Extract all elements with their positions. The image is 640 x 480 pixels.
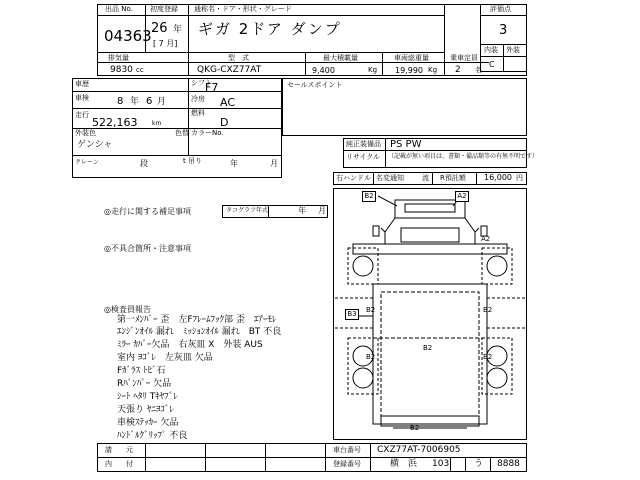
crane-label: クレーン — [75, 159, 99, 166]
steering-value: 右ハンドル — [336, 174, 371, 182]
fuel-label: 燃料 — [191, 109, 205, 117]
damage-code: B2 — [483, 353, 493, 361]
wheel-fl — [353, 256, 373, 276]
capacity-unit: 名 — [475, 66, 482, 74]
damage-code: A2 — [481, 235, 491, 243]
request-label: 請 元 — [105, 446, 133, 454]
inspector-note: ｼｰﾄ ﾍﾀﾘ Tｷﾔﾌﾞﾚ — [117, 392, 178, 402]
first-reg-month: [ 7 月] — [153, 39, 178, 48]
crane-year: 年 — [230, 159, 238, 168]
r-fee-value: 16,000 — [484, 173, 512, 182]
defects-label: ◎不具合箇所・注意事項 — [104, 244, 191, 253]
windshield — [401, 228, 459, 242]
inspector-note: 車検ｽﾃｯｶｰ 欠品 — [117, 418, 179, 428]
inspector-label: ◎検査員報告 — [104, 305, 151, 314]
r-fee-unit: 円 — [516, 174, 523, 182]
r-fee-label: R預託額 — [440, 174, 466, 182]
inspector-note: 第一ﾒﾝﾊﾞｰ 歪 左Fﾌﾚｰﾑﾌｯｸ部 歪 ｴｱｰﾓﾚ — [117, 315, 277, 325]
shift-label: シフト — [191, 79, 212, 87]
inspection-month: 6 — [146, 96, 153, 107]
damage-code: B2 — [423, 344, 433, 352]
name-change-note: 流 — [422, 174, 429, 182]
supplement-label: ◎走行に関する補足事項 — [104, 207, 191, 216]
first-reg-label: 初度登録 — [150, 5, 178, 13]
inspector-note: ｴﾝｼﾞﾝｵｲﾙ 漏れ ﾐｯｼｮﾝｵｲﾙ 漏れ BT 不良 — [117, 327, 282, 337]
color-label: 外装色 — [75, 129, 96, 137]
cab-roof — [405, 204, 455, 212]
recycle-note: （記載が無い項目は、書類・備品類等の有無不明です） — [388, 153, 539, 160]
inspector-note: 天張り ﾔﾆﾖｺﾞﾚ — [117, 405, 174, 415]
inspector-note: 室内 ﾖｺﾞﾚ 左灰皿 欠品 — [117, 353, 213, 363]
chassis-number: CXZ77AT-7006905 — [377, 445, 461, 455]
mirror-left — [373, 226, 379, 236]
first-reg-year: 26 — [151, 21, 168, 36]
max-load-unit: Kg — [368, 66, 378, 74]
equipment-label: 純正装備品 — [346, 140, 381, 148]
wheel-rl2 — [353, 368, 373, 388]
inspection-year: 8 — [117, 96, 124, 107]
damage-code: B2 — [483, 306, 493, 314]
reg-label: 登録番号 — [333, 460, 361, 468]
mileage-unit: km — [152, 120, 162, 127]
wheel-rr2 — [487, 368, 507, 388]
color-value: ゲンシャ — [77, 140, 113, 150]
model-label: 型 式 — [228, 54, 249, 62]
max-load-value: 9,400 — [312, 66, 335, 75]
internal-label: 内 付 — [105, 460, 133, 468]
ac-label: 冷房 — [191, 95, 205, 103]
fuel-value: D — [220, 116, 229, 129]
displacement-value: 9830 — [110, 65, 133, 75]
capacity-label: 乗車定員 — [450, 54, 478, 62]
tacho-year: 年 — [298, 206, 306, 215]
displacement-unit: cc — [136, 66, 144, 74]
lot-number: 04363 — [104, 27, 152, 45]
mileage-label: 走行 — [75, 111, 89, 119]
interior-label: 内装 — [484, 46, 498, 54]
vehicle-type-label: 車歴 — [75, 80, 89, 88]
capacity-value: 2 — [455, 65, 461, 75]
exterior-label: 外装 — [506, 46, 520, 54]
crane-stage: 段 — [140, 159, 148, 168]
damage-code: B2 — [366, 306, 376, 314]
damage-code: B2 — [362, 191, 376, 202]
tacho-month: 月 — [318, 206, 326, 215]
rating-value: 3 — [499, 23, 508, 38]
reg-kana: う — [474, 459, 484, 469]
recycle-label: リサイクル — [346, 153, 381, 161]
dump-bed — [373, 284, 487, 424]
mileage-value: 522,163 — [92, 116, 138, 129]
first-reg-year-unit: 年 — [173, 25, 183, 35]
inspector-note: ﾐﾗｰ ｶﾊﾞｰ欠品 右灰皿 X 外装 AUS — [117, 340, 263, 350]
front-bumper — [353, 244, 507, 254]
inspector-note: Fｶﾞﾗｽ ﾄﾋﾞ石 — [117, 366, 166, 376]
cab-body — [385, 218, 475, 244]
shift-value: F7 — [205, 81, 219, 94]
damage-code: A2 — [455, 191, 469, 202]
reg-area: 横 浜 — [390, 459, 418, 469]
damage-code: B2 — [366, 353, 376, 361]
interior-grade: C — [489, 60, 495, 69]
color-change-label: 色替 — [175, 129, 189, 137]
damage-code: B2 — [410, 424, 420, 432]
tacho-label: タコグラフ年式 — [226, 207, 269, 214]
inspection-label: 車検 — [75, 94, 89, 102]
displacement-label: 排気量 — [108, 54, 129, 62]
car-name-label: 通称名・ドア・形状・グレード — [194, 5, 292, 13]
car-name: ギガ 2ドア ダンプ — [198, 20, 342, 38]
inspection-year-unit: 年 — [130, 97, 140, 107]
truck-diagram — [333, 188, 527, 440]
inspector-note: Rﾊﾞﾝﾊﾟｰ 欠品 — [117, 379, 172, 389]
damage-code: B3 — [345, 309, 359, 320]
gvw-value: 19,990 — [395, 66, 423, 75]
inspection-month-unit: 月 — [157, 97, 167, 107]
rating-label: 評価点 — [490, 5, 511, 13]
crane-month: 月 — [270, 159, 278, 168]
model-value: QKG-CXZ77AT — [197, 65, 262, 75]
name-change-label: 名変通知 — [376, 174, 404, 182]
gvw-unit: Kg — [428, 66, 438, 74]
reg-number: 8888 — [497, 459, 520, 469]
equipment-value: PS PW — [390, 139, 422, 150]
chassis-label: 車台番号 — [333, 446, 361, 454]
max-load-label: 最大積載量 — [323, 54, 358, 62]
wheel-fr — [487, 256, 507, 276]
color-number-label: カラーNo. — [191, 129, 224, 137]
crane-hook: t 吊り — [183, 157, 202, 165]
gvw-label: 車両総重量 — [394, 54, 429, 62]
reg-class: 103 — [432, 459, 450, 469]
ac-value: AC — [220, 96, 236, 109]
sales-point-label: セールスポイント — [287, 81, 343, 89]
inspector-note: ﾊﾝﾄﾞﾙｸﾞﾘｯﾌﾟ 不良 — [117, 431, 188, 441]
lot-label: 出品 No. — [105, 5, 133, 13]
